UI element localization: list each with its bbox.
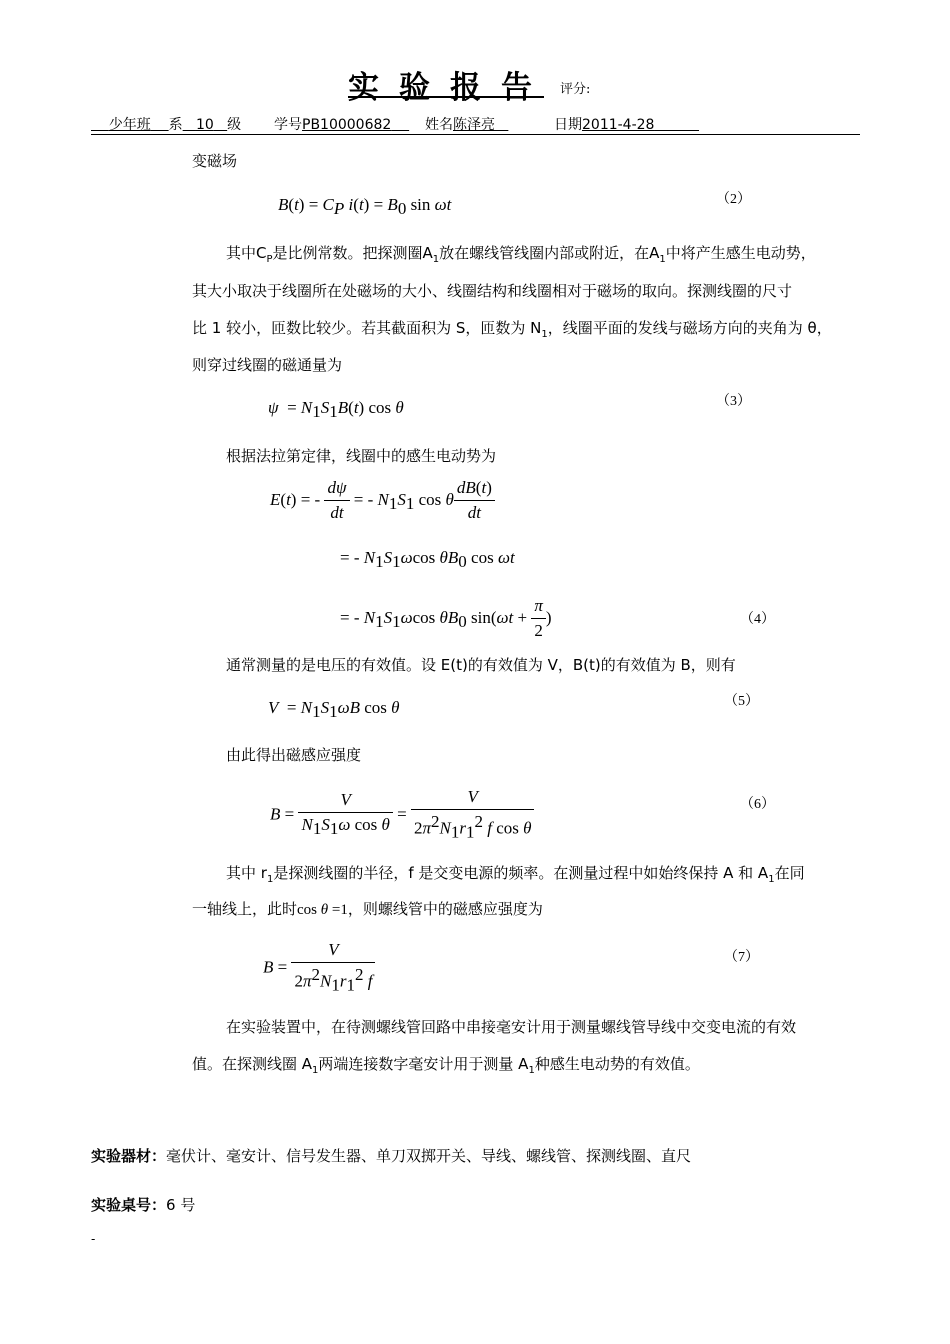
eq7-number: （7） bbox=[724, 950, 759, 965]
date-label: 日期 bbox=[554, 117, 582, 133]
equation-4-line1: E(t) = - $\frac{d\psi}{dt}$ = - $N_1S_1$ cos θ $\frac{dB(t)}{dt}$ bbox=[270, 478, 495, 523]
para-cp: 其中$C_P$是比例常数。把探测圈$A_1$放在螺线管线圈内部或附近，在$A_1$中将产生感生电动势， bbox=[226, 244, 816, 265]
eq4-number: （4） bbox=[740, 612, 775, 627]
report-title: 实验报告 bbox=[348, 70, 552, 106]
equipment-label: 实验器材： bbox=[91, 1147, 167, 1165]
grade-label: 级 bbox=[227, 117, 242, 133]
equation-4-line2: = - $N_1S_1\omega\cos$ $\theta B_0$ cos ωt bbox=[340, 548, 515, 572]
eq3-number: （3） bbox=[716, 394, 751, 409]
date-value: 2011-4-28 bbox=[582, 117, 655, 133]
name-field bbox=[425, 114, 508, 134]
para-line2: 其大小取决于线圈所在处磁场的大小、线圈结构和线圈相对于磁场的取向。探测线圈的尺寸 bbox=[192, 282, 793, 300]
student-id-field bbox=[274, 114, 409, 134]
class-label: 少年班 bbox=[108, 117, 151, 133]
equation-7: B = $\frac{V}{2\pi^2N_1r_1^2 f}$ bbox=[263, 940, 375, 996]
equipment-value: 毫伏计、毫安计、信号发生器、单刀双掷开关、导线、螺线管、探测线圈、直尺 bbox=[166, 1147, 692, 1165]
para-varying-field: 变磁场 bbox=[192, 152, 238, 170]
para-derive: 由此得出磁感应强度 bbox=[226, 746, 362, 764]
footer-dash: - bbox=[91, 1232, 96, 1246]
equation-2: $B(t) = C_P$ $i(t) = B_0$ sin ωt bbox=[278, 195, 452, 219]
student-id-label: 学号 bbox=[274, 117, 302, 133]
para-line3: 比 1 较小，匝数比较少。若其截面积为 S，匝数为 $N_1$，线圈平面的发线与磁场方向的夹角为 θ， bbox=[192, 319, 832, 340]
name-label: 姓名 bbox=[425, 117, 453, 133]
dept-label: 系 bbox=[168, 117, 183, 133]
name-value: 陈泽亮 bbox=[453, 117, 495, 133]
equation-6: B = $\frac{V}{N_1S_1\omega \cos \theta}$ = $\frac{V}{2\pi^2N_1r_1^2 f \cos \theta}$ bbox=[270, 787, 534, 843]
eq5-number: （5） bbox=[724, 694, 759, 709]
desk-value: 6 号 bbox=[166, 1196, 196, 1214]
grade-value: 10 bbox=[195, 117, 214, 133]
equation-3: $\psi = N_1S_1B(t)$ cos θ bbox=[268, 398, 404, 422]
para-axis: 一轴线上，此时cos θ =1，则螺线管中的磁感应强度为 bbox=[192, 900, 543, 918]
eq2-number: （2） bbox=[716, 192, 751, 207]
student-id-value: PB10000682 bbox=[302, 117, 392, 133]
para-setup-1: 在实验装置中，在待测螺线管回路中串接毫安计用于测量螺线管导线中交变电流的有效 bbox=[226, 1018, 797, 1036]
score-label: 评分: bbox=[560, 82, 591, 97]
para-r1: 其中 $r_1$是探测线圈的半径，f 是交变电源的频率。在测量过程中如始终保持 A 和 $A_1$在同 bbox=[226, 864, 805, 885]
equation-4-line3: = - $N_1S_1\omega\cos$ $\theta B_0$ sin(ωt + $\frac{\pi}{2}$ ) bbox=[340, 596, 552, 640]
equipment-row bbox=[91, 1145, 691, 1166]
para-line4: 则穿过线圈的磁通量为 bbox=[192, 356, 343, 374]
para-faraday: 根据法拉第定律，线圈中的感生电动势为 bbox=[226, 447, 497, 465]
desk-row bbox=[91, 1194, 195, 1215]
equation-5: $V = N_1S_1\omega B$ cos θ bbox=[268, 698, 400, 722]
date-field bbox=[554, 114, 699, 134]
para-setup-2: 值。在探测线圈 $A_1$两端连接数字毫安计用于测量 $A_1$种感生电动势的有效值。 bbox=[192, 1055, 700, 1076]
para-rms: 通常测量的是电压的有效值。设 E(t)的有效值为 V，B(t)的有效值为 B，则有 bbox=[226, 656, 736, 674]
desk-label: 实验桌号： bbox=[91, 1196, 167, 1214]
title-underline bbox=[348, 96, 544, 98]
header-rule bbox=[91, 134, 860, 135]
class-field bbox=[91, 114, 241, 134]
eq6-number: （6） bbox=[740, 797, 775, 812]
